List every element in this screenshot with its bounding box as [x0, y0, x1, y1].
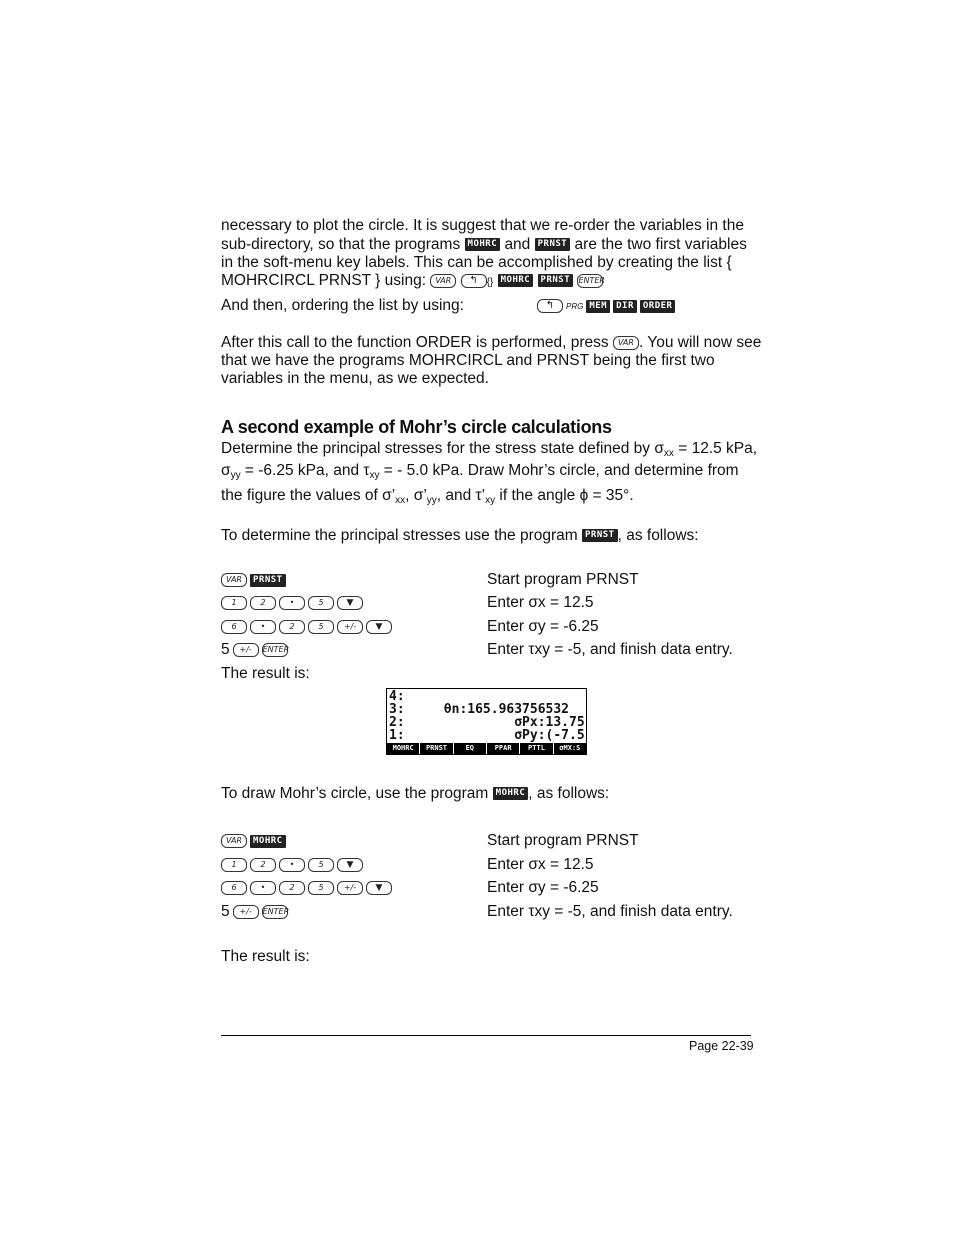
one-key-icon: 1 — [221, 596, 247, 610]
step4-keys — [221, 641, 288, 659]
var-key-icon: VAR — [613, 336, 639, 350]
step1-keys — [221, 571, 286, 589]
negate-key-icon: +/- — [337, 881, 363, 895]
two-key-icon: 2 — [279, 620, 305, 634]
step2-4-keys — [221, 903, 288, 921]
step4-text: Enter τxy = -5, and finish data entry. — [487, 641, 733, 658]
softkey-mohrc: MOHRC — [250, 835, 286, 848]
problem-line-3: the figure the values of $\sigma’_{xx}$, $\sigma’_{yy}$, and $\tau’_{xy}$ if the angle ϕ = 35°. — [221, 487, 634, 506]
stack-level-1: 1: σPy:(-7.5 — [389, 728, 585, 743]
step2-3-text: Enter σy = -6.25 — [487, 879, 599, 896]
intro-line-4: MOHRCIRCL PRNST } using: VAR ↰ {} MOHRC PRNST ENTER — [221, 272, 605, 289]
softkey-dir: DIR — [613, 300, 637, 313]
left-shift-key-icon: ↰ — [537, 299, 563, 313]
problem-line-1: Determine the principal stresses for the stress state defined by $\sigma_{xx} = 12.5$ kPa, — [221, 440, 758, 459]
softkey-prnst: PRNST — [535, 238, 571, 251]
var-key-icon: VAR — [221, 573, 247, 587]
page-number: Page 22-39 — [689, 1039, 754, 1053]
var-key-icon: VAR — [430, 274, 456, 288]
step2-2-keys — [221, 856, 363, 874]
step1-text: Start program PRNST — [487, 571, 639, 588]
step2-keys — [221, 594, 363, 612]
step3-text: Enter σy = -6.25 — [487, 618, 599, 635]
screen-menu-mohrc: MOHRC — [387, 743, 419, 754]
dot-key-icon: • — [250, 881, 276, 895]
enter-key-icon: ENTER — [577, 274, 603, 288]
step3-keys — [221, 618, 392, 636]
two-key-icon: 2 — [279, 881, 305, 895]
negate-key-icon: +/- — [337, 620, 363, 634]
braces-glyph: {} — [486, 277, 494, 288]
down-arrow-key-icon: ▼ — [337, 858, 363, 872]
after-line-1: After this call to the function ORDER is performed, press VAR . You will now see — [221, 334, 762, 351]
softkey-prnst: PRNST — [250, 574, 286, 587]
digit-five: 5 — [221, 903, 230, 920]
intro-line-2: sub-directory, so that the programs MOHRC and PRNST are the two first variables — [221, 236, 747, 253]
down-arrow-key-icon: ▼ — [366, 881, 392, 895]
softkey-mohrc: MOHRC — [498, 274, 534, 287]
two-key-icon: 2 — [250, 858, 276, 872]
six-key-icon: 6 — [221, 620, 247, 634]
var-key-icon: VAR — [221, 834, 247, 848]
intro-line-1: necessary to plot the circle. It is suggest that we re-order the variables in the — [221, 217, 744, 234]
negate-key-icon: +/- — [233, 905, 259, 919]
stack-level-4: 4: — [389, 689, 405, 704]
after-line-3: variables in the menu, as we expected. — [221, 370, 489, 387]
screen-softmenu — [387, 743, 586, 754]
step2-1-text: Start program PRNST — [487, 832, 639, 849]
step2-2-text: Enter σx = 12.5 — [487, 856, 594, 873]
mohr-intro: To draw Mohr’s circle, use the program MOHRC , as follows: — [221, 785, 610, 802]
order-keystrokes — [537, 297, 675, 315]
step2-4-text: Enter τxy = -5, and finish data entry. — [487, 903, 733, 920]
problem-line-2: $\sigma_{yy} = -6.25$ kPa, and $\tau_{xy}$ = - 5.0 kPa. Draw Mohr’s circle, and determine from — [221, 462, 739, 481]
intro-line-5: And then, ordering the list by using: — [221, 297, 464, 314]
stack-level-3: 3: θn:165.963756532 — [389, 702, 570, 717]
dot-key-icon: • — [279, 596, 305, 610]
screen-menu-eq: EQ — [454, 743, 486, 754]
softkey-mohrc: MOHRC — [493, 787, 529, 800]
result-label: The result is: — [221, 665, 310, 682]
five-key-icon: 5 — [308, 620, 334, 634]
section-heading: A second example of Mohr’s circle calculations — [221, 417, 612, 437]
five-key-icon: 5 — [308, 881, 334, 895]
two-key-icon: 2 — [250, 596, 276, 610]
negate-key-icon: +/- — [233, 643, 259, 657]
step2-text: Enter σx = 12.5 — [487, 594, 594, 611]
enter-key-icon: ENTER — [262, 905, 288, 919]
down-arrow-key-icon: ▼ — [337, 596, 363, 610]
five-key-icon: 5 — [308, 858, 334, 872]
enter-key-icon: ENTER — [262, 643, 288, 657]
screen-menu-pttl: PTTL — [520, 743, 552, 754]
dot-key-icon: • — [250, 620, 276, 634]
result-label-2: The result is: — [221, 948, 310, 965]
screen-menu-ppar: PPAR — [487, 743, 519, 754]
softkey-mohrc: MOHRC — [465, 238, 501, 251]
six-key-icon: 6 — [221, 881, 247, 895]
footer-rule — [221, 1035, 751, 1036]
step2-1-keys — [221, 832, 286, 850]
dot-key-icon: • — [279, 858, 305, 872]
left-shift-key-icon: ↰ — [461, 274, 487, 288]
prnst-intro: To determine the principal stresses use the program PRNST , as follows: — [221, 527, 699, 544]
softkey-mem: MEM — [586, 300, 610, 313]
calculator-screen — [386, 688, 587, 755]
five-key-icon: 5 — [308, 596, 334, 610]
after-line-2: that we have the programs MOHRCIRCL and PRNST being the first two — [221, 352, 715, 369]
one-key-icon: 1 — [221, 858, 247, 872]
step2-3-keys — [221, 879, 392, 897]
screen-menu-prnst: PRNST — [420, 743, 452, 754]
intro-line-3: in the soft-menu key labels. This can be accomplished by creating the list { — [221, 254, 732, 271]
prg-label: PRG — [566, 301, 584, 311]
softkey-prnst: PRNST — [582, 529, 618, 542]
stack-level-2: 2: σPx:13.75 — [389, 715, 585, 730]
softkey-order: ORDER — [640, 300, 676, 313]
digit-five: 5 — [221, 641, 230, 658]
screen-menu-smxs: σMX:S — [554, 743, 586, 754]
softkey-prnst: PRNST — [538, 274, 574, 287]
down-arrow-key-icon: ▼ — [366, 620, 392, 634]
